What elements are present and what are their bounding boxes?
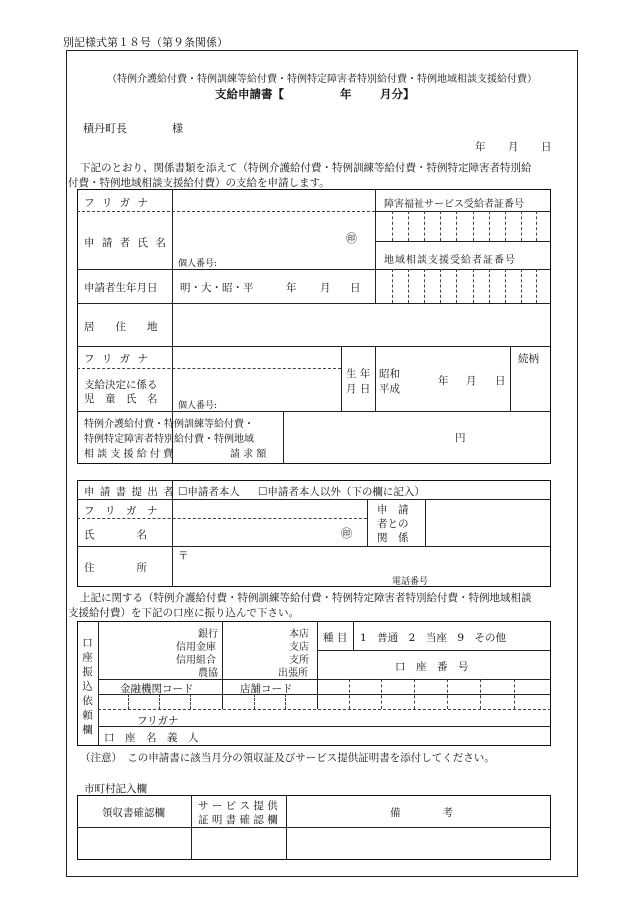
postal-mark: 〒 — [178, 550, 189, 562]
date-day: 日 — [541, 141, 552, 153]
branch-type-branch: 支店 — [289, 642, 309, 653]
submitter-seal: ㊞ — [341, 527, 352, 540]
submitter-label: 申 請 書 提 出 者 — [84, 486, 175, 498]
child-birth-label-2: 月 日 — [346, 383, 371, 395]
child-relation-label: 続柄 — [518, 353, 539, 365]
child-era-1: 昭和 — [379, 368, 400, 380]
applicant-furigana-label: フ リ ガ ナ — [84, 197, 151, 209]
note: （注意） この申請書に該当月分の領収証及びサービス提供証明書を添付してください。 — [80, 752, 495, 764]
applicant-seal: ㊞ — [346, 232, 357, 245]
cert-number-label: 障害福祉サービス受給者証番号 — [384, 199, 524, 210]
bank-side-label: 口座振込依頼欄 — [81, 637, 93, 739]
submitter-option-other[interactable]: ☐申請者本人以外（下の欄に記入） — [258, 486, 425, 498]
form-title-month: 月分】 — [380, 87, 415, 101]
claim-label-2: 特例特定障害者特別給付費・特例地域 — [84, 434, 254, 445]
date-year: 年 — [475, 141, 486, 153]
holder-label: 口 座 名 義 人 — [104, 732, 199, 744]
bank-type-shinkumi: 信用組合 — [176, 655, 216, 666]
birthdate-year: 年 — [286, 282, 297, 294]
addressee-honorific: 様 — [172, 122, 183, 135]
date-month: 月 — [508, 141, 519, 153]
holder-furigana-label: フリガナ — [137, 715, 179, 727]
child-birth-month: 月 — [466, 375, 477, 387]
address-label: 居 住 地 — [84, 321, 158, 333]
form-title-prefix: 支給申請書【 — [215, 87, 284, 101]
applicant-individual-number: 個人番号: — [178, 259, 218, 269]
child-individual-number: 個人番号: — [178, 401, 218, 411]
bank-type-shinkin: 信用金庫 — [176, 642, 216, 653]
branch-type-office: 出張所 — [278, 668, 308, 679]
service-label-2: 証 明 書 確 認 欄 — [198, 814, 278, 826]
addressee-name: 積丹町長 — [83, 122, 127, 135]
submitter-relation-2: 者との — [377, 518, 409, 530]
submitter-relation-1: 申 請 — [377, 504, 409, 516]
intro-line-1: 下記のとおり、関係書類を添えて（特例介護給付費・特例訓練等給付費・特例特定障害者特別給 — [80, 162, 532, 174]
account-types: 1 普通 2 当座 9 その他 — [360, 632, 507, 644]
branch-type-main: 本店 — [289, 629, 309, 640]
child-furigana-label: フ リ ガ ナ — [84, 353, 151, 365]
service-label-1: サ ー ビ ス 提 供 — [198, 800, 278, 812]
institution-code-label: 金融機関コード — [120, 683, 194, 695]
submitter-address-label: 住 所 — [84, 562, 147, 574]
child-name-label-1: 支給決定に係る — [84, 379, 158, 391]
applicant-name-label: 申 請 者 氏 名 — [84, 237, 168, 249]
child-era-2: 平成 — [379, 383, 400, 395]
child-birth-year: 年 — [438, 375, 449, 387]
branch-code-label: 店舗コード — [240, 683, 293, 695]
submitter-relation-3: 関 係 — [377, 532, 409, 544]
claim-label-4: 請 求 額 — [230, 449, 267, 460]
receipt-label: 領収書確認欄 — [102, 807, 165, 819]
child-birth-label-1: 生 年 — [346, 368, 371, 380]
submitter-name-label: 氏 名 — [84, 529, 147, 541]
account-number-label: 口 座 番 号 — [395, 661, 469, 673]
submitter-furigana-label: フ リ ガ ナ — [84, 505, 158, 517]
account-type-label: 種 目 — [323, 632, 348, 644]
child-name-label-2: 児 童 氏 名 — [84, 393, 158, 405]
claim-unit: 円 — [455, 432, 466, 444]
bank-type-bank: 銀行 — [198, 629, 218, 640]
transfer-line-1: 上記に関する（特例介護給付費・特例訓練等給付費・特例特定障害者特別給付費・特例地域相談 — [80, 592, 532, 604]
claim-label-3: 相 談 支 援 給 付 費 — [84, 449, 174, 460]
birthdate-era-options: 明・大・昭・平 — [180, 282, 254, 294]
transfer-line-2: 支援給付費）を下記の口座に振り込んで下さい。 — [68, 607, 299, 619]
regional-cert-label: 地域相談支援受給者証番号 — [384, 255, 516, 266]
form-title-year: 年 — [340, 87, 352, 101]
form-subtitle: （特例介護給付費・特例訓練等給付費・特例特定障害者特別給付費・特例地域相談支援給付費） — [107, 74, 537, 85]
remarks-label: 備 考 — [390, 807, 453, 819]
phone-label: 電話番号 — [392, 577, 429, 587]
form-number: 別記様式第１８号（第９条関係） — [63, 36, 228, 49]
intro-line-2: 付費・特例地域相談支援給付費）の支給を申請します。 — [68, 177, 330, 189]
bank-type-nokyo: 農協 — [198, 668, 218, 679]
municipality-heading: 市町村記入欄 — [84, 783, 147, 795]
birthdate-month: 月 — [320, 282, 331, 294]
child-birth-day: 日 — [495, 375, 506, 387]
branch-type-sub: 支所 — [289, 655, 309, 666]
birthdate-day: 日 — [350, 282, 361, 294]
claim-label-1: 特例介護給付費・特例訓練等給付費・ — [84, 419, 254, 430]
submitter-option-self[interactable]: ☐申請者本人 — [178, 486, 240, 498]
birthdate-label: 申請者生年月日 — [84, 282, 158, 294]
